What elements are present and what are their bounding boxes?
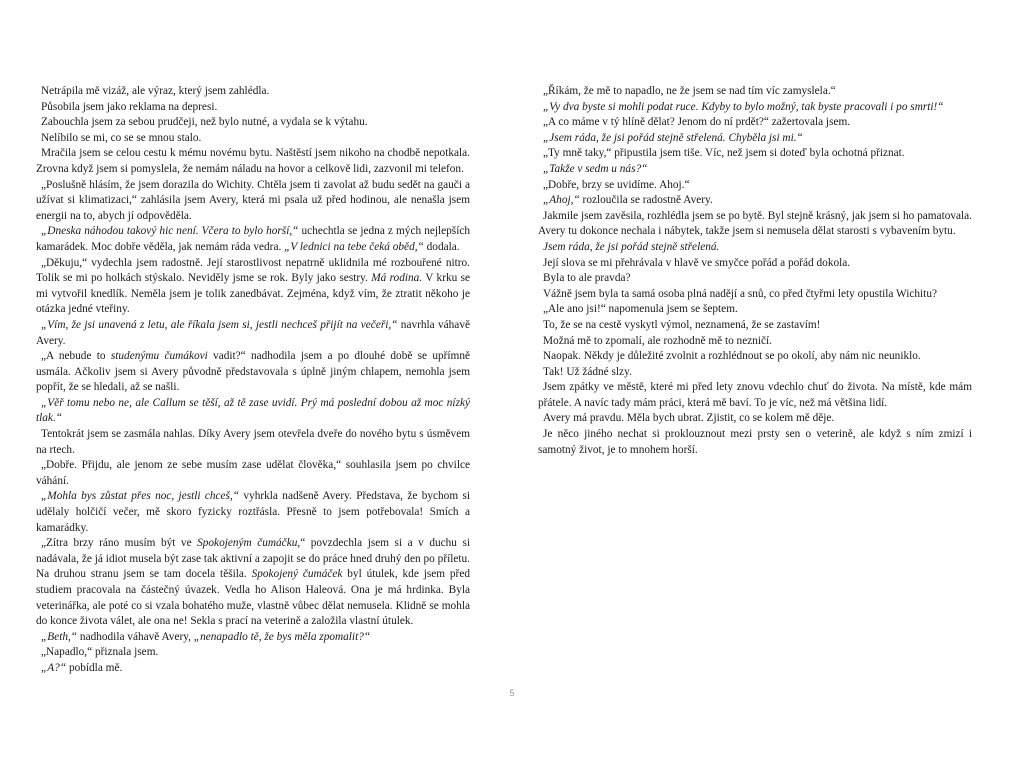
text-segment: vyhrkla nadšeně Avery. Představa, že bychom si udělaly holčičí večer, mě skoro fyzicky roztřásla. Přesně to jsem potřebovala! Smích a kamarádky. (36, 490, 470, 534)
italic-text: „Dneska náhodou takový hic není. Včera to bylo horší,“ (41, 225, 299, 238)
paragraph (36, 630, 470, 646)
text-segment: V krku se mi vytvořil knedlík. Neměla jsem je tolik zanedbávat. Zejména, když vím, že ztratit někoho je otázka jedné vteřiny. (36, 272, 470, 316)
text-segment: Její slova se mi přehrávala v hlavě ve smyčce pořád a pořád dokola. (543, 256, 851, 269)
text-segment: Avery má pravdu. Měla bych ubrat. Zjistit, co se kolem mě děje. (543, 412, 835, 425)
page-number: 5 (509, 688, 515, 698)
text-segment: „Zítra brzy ráno musím být ve (41, 537, 198, 550)
text-segment: „Dobře. Přijdu, ale jenom ze sebe musím zase udělat člověka,“ souhlasila jsem po chvilce váhání. (36, 459, 470, 487)
paragraph (538, 334, 972, 350)
text-segment: „Ty mně taky,“ připustila jsem tiše. Víc, než jsem si doteď byla ochotná přiznat. (543, 147, 905, 160)
italic-text: Má rodina. (371, 272, 423, 285)
text-segment: uchechtla se jedna z mých nejlepších kamarádek. Moc dobře věděla, jak nemám ráda vedra. (36, 225, 470, 253)
paragraph (36, 661, 470, 677)
text-segment: „Napadlo,“ přiznala jsem. (41, 646, 159, 659)
paragraph (36, 146, 470, 177)
text-segment: navrhla váhavě Avery. (36, 318, 470, 347)
paragraph (538, 193, 972, 209)
paragraph (36, 224, 470, 255)
text-segment: nadhodila váhavě Avery, (77, 630, 194, 643)
paragraph (538, 256, 972, 272)
paragraph (538, 209, 972, 240)
italic-text: Spokojený čumáček (251, 568, 343, 581)
italic-text: „V lednici na tebe čeká oběd,“ (284, 240, 424, 253)
text-segment: „Poslušně hlásím, že jsem dorazila do Wichity. Chtěla jsem ti zavolat až budu sedět na gauči a užívat si klimatizaci,“ zahlásila jsem Avery, která mi psala už před hodinou, ale nenašla jsem energii na to, abych jí odpověděla. (36, 178, 470, 222)
paragraph (538, 365, 972, 381)
paragraph (538, 178, 972, 194)
text-segment: „A nebude to (41, 350, 111, 363)
text-segment: Netrápila mě vizáž, ale výraz, který jsem zahlédla. (41, 85, 270, 97)
text-segment: dodala. (423, 240, 460, 253)
italic-text: Spokojeným čumáčku (197, 537, 298, 550)
right-text-column (538, 84, 972, 458)
paragraph (538, 302, 972, 318)
paragraph (36, 489, 470, 536)
text-segment: ,“ povzdechla jsem si a v duchu si nadávala, že já idiot musela být zase tak aktivní a zapojit se do práce hned druhý den po příletu. Na druhou stranu jsem se tam docela těšila. (36, 537, 470, 581)
paragraph (538, 131, 972, 147)
italic-text: „Vím, že jsi unavená z letu, ale říkala jsem si, jestli nechceš přijít na večeři,“ (41, 318, 398, 331)
paragraph (538, 411, 972, 427)
paragraph (36, 256, 470, 318)
text-segment: Jsem zpátky ve městě, které mi před lety znovu vdechlo chuť do života. Na místě, kde mám přátele. A navíc tady mám práci, která mě baví. To je víc, než má většina lidí. (538, 381, 972, 409)
italic-text: „Věř tomu nebo ne, ale Callum se těší, až tě zase uvidí. Prý má poslední dobou až moc nízký tlak.“ (36, 396, 470, 425)
paragraph (36, 349, 470, 396)
text-segment: Vážně jsem byla ta samá osoba plná nadějí a snů, co před čtyřmi lety opustila Wichitu? (543, 287, 937, 300)
text-segment: pobídla mě. (66, 661, 123, 674)
paragraph (538, 271, 972, 287)
paragraph (538, 146, 972, 162)
text-segment: Naopak. Někdy je důležité zvolnit a rozhlédnout se po okolí, aby nám nic neuniklo. (543, 350, 921, 363)
paragraph (36, 84, 470, 100)
text-segment: „A co máme v tý hlíně dělat? Jenom do ní prdět?“ zažertovala jsem. (543, 116, 851, 129)
paragraph (538, 100, 972, 116)
paragraph (36, 458, 470, 489)
paragraph (538, 349, 972, 365)
paragraph (538, 287, 972, 303)
left-text-column (36, 84, 470, 677)
text-segment: Tak! Už žádné slzy. (543, 365, 632, 378)
paragraph (36, 396, 470, 427)
paragraph (538, 162, 972, 178)
italic-text: Jsem ráda, že jsi pořád stejně střelená. (543, 240, 720, 253)
paragraph (36, 131, 470, 147)
paragraph (538, 380, 972, 411)
text-segment: Mračila jsem se celou cestu k mému novému bytu. Naštěstí jsem nikoho na chodbě nepotkala. Zrovna když jsem si pomyslela, že nemám náladu na hovor a celkově lidi, zazvonil mi telefon. (36, 147, 470, 175)
paragraph (36, 115, 470, 131)
text-segment: Nelíbilo se mi, co se se mnou stalo. (41, 131, 202, 144)
paragraph (538, 427, 972, 458)
italic-text: „A?“ (41, 661, 67, 674)
text-segment: Možná mě to zpomalí, ale rozhodně mě to nezničí. (543, 334, 772, 347)
text-segment: rozloučila se radostně Avery. (579, 194, 713, 207)
text-segment: Byla to ale pravda? (543, 272, 631, 285)
paragraph (36, 178, 470, 225)
paragraph (36, 100, 470, 116)
paragraph (36, 536, 470, 630)
paragraph (538, 115, 972, 131)
text-segment: „Dobře, brzy se uvidíme. Ahoj.“ (543, 178, 690, 191)
italic-text: „Jsem ráda, že jsi pořád stejně střelená. Chyběla jsi mi.“ (543, 131, 803, 144)
text-segment: Zabouchla jsem za sebou prudčeji, než bylo nutné, a vydala se k výtahu. (41, 116, 368, 129)
italic-text: „Vy dva byste si mohli podat ruce. Kdyby to bylo možný, tak byste pracovali i po smrti!“ (543, 100, 944, 113)
paragraph (36, 645, 470, 661)
paragraph (36, 318, 470, 349)
text-segment: Působila jsem jako reklama na depresi. (41, 100, 218, 113)
text-segment: Tentokrát jsem se zasmála nahlas. Díky Avery jsem otevřela dveře do nového bytu s úsměvem na rtech. (36, 428, 470, 456)
paragraph (538, 84, 972, 100)
paragraph (538, 240, 972, 256)
text-segment: „Říkám, že mě to napadlo, ne že jsem se nad tím víc zamyslela.“ (543, 85, 836, 97)
text-segment: „Ale ano jsi!“ napomenula jsem se šeptem. (543, 303, 738, 316)
italic-text: „Takže v sedm u nás?“ (543, 162, 648, 175)
text-segment: Jakmile jsem zavěsila, rozhlédla jsem se po bytě. Byl stejně krásný, jak jsem si ho pamatovala. Avery tu dokonce nechala i nábytek, takže jsem si nemusela dělat starosti s vybavením bytu. (538, 209, 972, 238)
italic-text: „nenapadlo tě, že bys měla zpomalit?“ (193, 630, 371, 643)
text-segment: To, že se na cestě vyskytl výmol, neznamená, že se zastavím! (543, 318, 821, 331)
italic-text: „Ahoj,“ (543, 194, 580, 207)
italic-text: „Beth,“ (41, 630, 78, 643)
text-segment: byl útulek, kde jsem před studiem pracovala na částečný úvazek. Vedla ho Alison Haleová. Ona je má hrdinka. Byla veterinářka, ale poté co si vzala bohatého muže, vlastně vůbec dělat nemusela. Klidně se mohla do konce života válet, ale ona ne! Sekla s prací na veterině a založila vlastní útulek. (36, 568, 470, 628)
paragraph (538, 318, 972, 334)
text-segment: vadit?“ nadhodila jsem a po dlouhé době se upřímně usmála. Ačkoliv jsem si Avery původně představovala s úplně jiným chlapem, nemohla jsem popřít, že se hledali, až se našli. (36, 350, 470, 394)
italic-text: „Mohla bys zůstat přes noc, jestli chceš,“ (41, 490, 240, 503)
text-segment: „Děkuju,“ vydechla jsem radostně. Její starostlivost nepatrně uklidnila mé rozbouřené nitro. Tolik se mi po holkách stýskalo. Neviděly jsme se rok. Byly jako sestry. (36, 256, 470, 285)
paragraph (36, 427, 470, 458)
italic-text: studenýmu čumákovi (110, 350, 208, 363)
text-segment: Je něco jiného nechat si proklouznout mezi prsty sen o veterině, ale když s ním zmizí i samotný život, je to mnohem horší. (538, 428, 972, 456)
